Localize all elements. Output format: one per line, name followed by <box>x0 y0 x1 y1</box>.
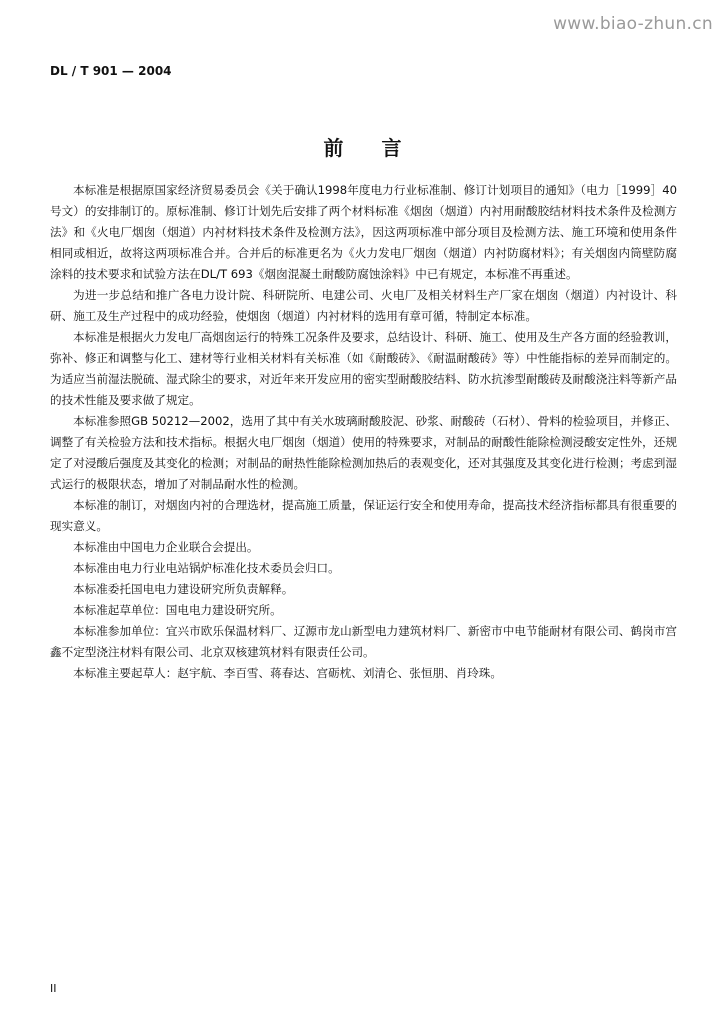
foreword-body <box>50 180 677 684</box>
paragraph-2: 为进一步总结和推广各电力设计院、科研院所、电建公司、火电厂及相关材料生产厂家在烟囱（烟道）内衬设计、科研、施工及生产过程中的成功经验，使烟囱（烟道）内衬材料的选用有章可循，特制定本标准。 <box>50 288 677 323</box>
paragraph-drafters: 本标准主要起草人：赵宇航、李百雪、蒋春达、宫砺枕、刘清仑、张恒朋、肖玲珠。 <box>73 666 502 680</box>
paragraph-centralized-by: 本标准由电力行业电站锅炉标准化技术委员会归口。 <box>73 561 340 575</box>
watermark-url: www.biao-zhun.cn <box>553 14 713 34</box>
paragraph-proposer: 本标准由中国电力企业联合会提出。 <box>73 540 259 554</box>
paragraph-3: 本标准是根据火力发电厂高烟囱运行的特殊工况条件及要求，总结设计、科研、施工、使用及生产各方面的经验教训，弥补、修正和调整与化工、建材等行业相关材料有关标准（如《耐酸砖》、《耐温耐酸砖》等）中性能指标的差异而制定的。为适应当前湿法脱硫、湿式除尘的要求，对近年来开发应用的密实型耐酸胶结料、防水抗渗型耐酸砖及耐酸浇注料等新产品的技术性能及要求做了规定。 <box>50 330 677 407</box>
paragraph-4: 本标准参照GB 50212—2002，选用了其中有关水玻璃耐酸胶泥、砂浆、耐酸砖（石材）、骨料的检验项目，并修正、调整了有关检验方法和技术指标。根据火电厂烟囱（烟道）使用的特殊要求，对制品的耐酸性能除检测浸酸安定性外，还规定了对浸酸后强度及其变化的检测；对制品的耐热性能除检测加热后的表观变化，还对其强度及其变化进行检测；考虑到湿式运行的极限状态，增加了对制品耐水性的检测。 <box>50 414 677 491</box>
paragraph-drafting-unit: 本标准起草单位：国电电力建设研究所。 <box>73 603 282 617</box>
page-title: 前言 <box>323 136 440 160</box>
paragraph-1: 本标准是根据原国家经济贸易委员会《关于确认1998年度电力行业标准制、修订计划项目的通知》（电力［1999］40号文）的安排制订的。原标准制、修订计划先后安排了两个材料标准《烟囱（烟道）内衬用耐酸胶结材料技术条件及检测方法》和《火电厂烟囱（烟道）内衬材料技术条件及检测方法》，因这两项标准中部分项目及检测方法、施工环境和使用条件相同或相近，故将这两项标准合并。合并后的标准更名为《火力发电厂烟囱（烟道）内衬防腐材料》；有关烟囱内筒壁防腐涂料的技术要求和试验方法在DL/T 693《烟囱混凝土耐酸防腐蚀涂料》中已有规定，本标准不再重述。 <box>50 183 677 281</box>
paragraph-participating-units: 本标准参加单位：宜兴市欧乐保温材料厂、辽源市龙山新型电力建筑材料厂、新密市中电节能耐材有限公司、鹤岗市宫鑫不定型浇注材料有限公司、北京双核建筑材料有限责任公司。 <box>50 624 677 659</box>
page-number: II <box>50 982 57 995</box>
standard-code: DL / T 901 — 2004 <box>50 64 172 78</box>
paragraph-5: 本标准的制订，对烟囱内衬的合理选材，提高施工质量，保证运行安全和使用寿命，提高技术经济指标都具有很重要的现实意义。 <box>50 498 677 533</box>
paragraph-interpreter: 本标准委托国电电力建设研究所负责解释。 <box>73 582 294 596</box>
